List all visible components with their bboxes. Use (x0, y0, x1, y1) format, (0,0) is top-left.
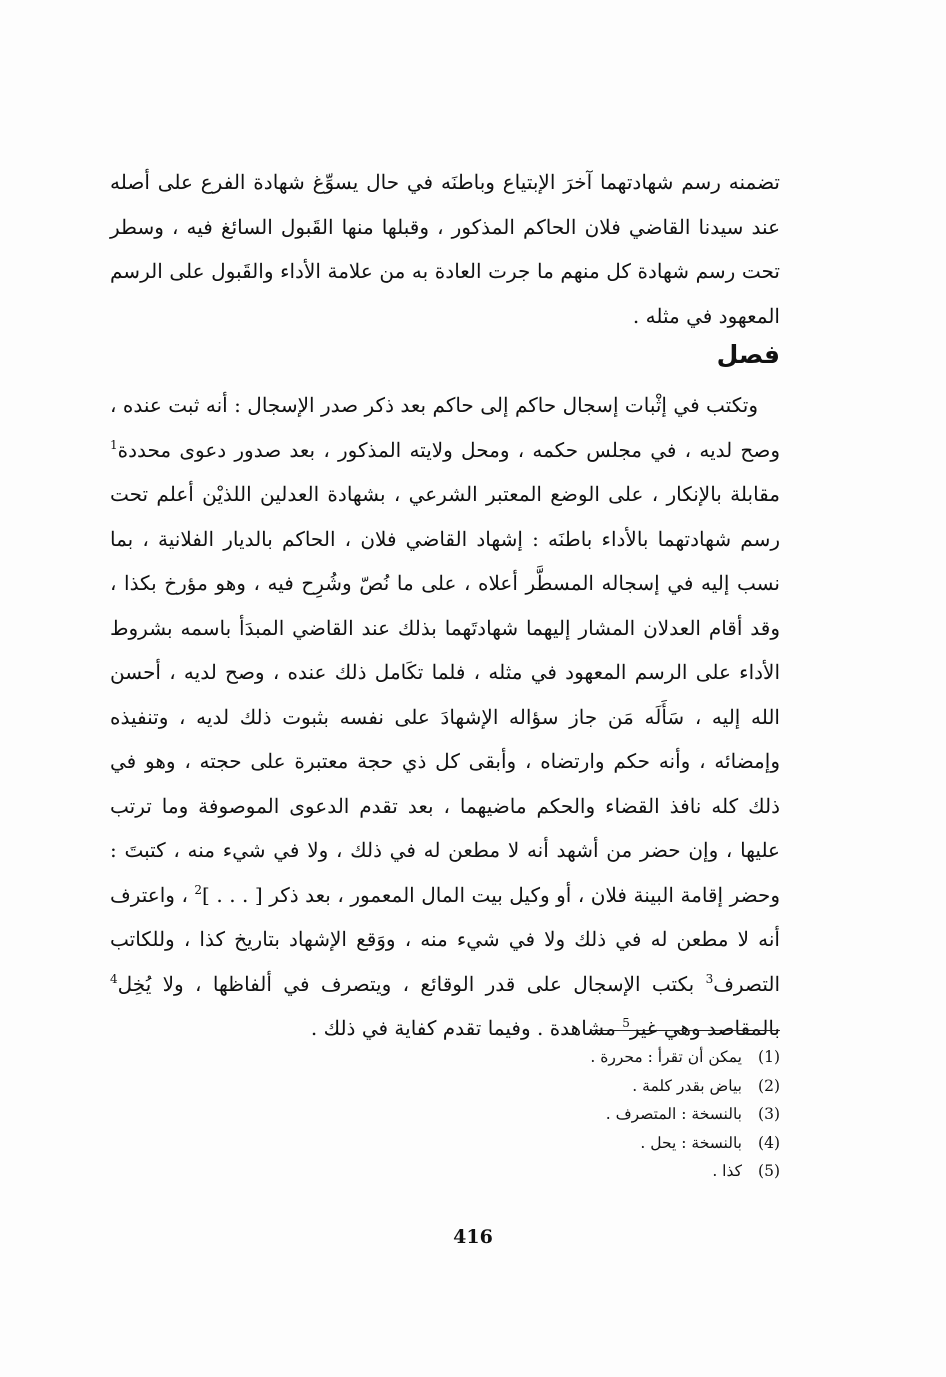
paragraph-main-part-2: مقابلة بالإنكار ، على الوضع المعتبر الشرعي ، بشهادة العدلين اللذيْن أعلم تحت رسم شهادتهما بالأداء باطنَه : إشهاد القاضي فلان ، الحاكم بالديار الفلانية ، بما نسب إليه في إسجاله المسطَّر أعلاه ، على ما نُصّ وشُرِح فيه ، وهو مؤرخ بكذا ، وقد أقام العدلان المشار إليهما شهادتَهما بذلك عند القاضي المبدَأ باسمه بشروط الأداء على الرسم المعهود في مثله ، فلما تكَامل ذلك عنده ، وصح لديه ، أحسن الله إليه ، سَأَلَه مَن جاز سؤاله الإشهادَ على نفسه بثبوت ذلك لديه ، وتنفيذه وإمضائه ، وأنه حكم وارتضاه ، وأبقى كل ذي حجة معتبرة على حجته ، وهو في ذلك كله نافذ القضاء والحكم ماضيهما ، بعد تقدم الدعوى الموصوفة وما ترتب عليها ، وإن حضر من أشهد أنه لا مطعن له في ذلك ، ولا في شيء منه ، كتبتَ : وحضر إقامة البينة فلان ، أو وكيل بيت المال المعمور ، بعد ذكر [ . . . ] (110, 482, 780, 907)
footnote-ref-5: 5 (622, 1016, 630, 1030)
footnote-number: (5) (758, 1162, 780, 1180)
footnote-ref-3: 3 (705, 971, 714, 986)
footnote-text: يمكن أن تقرأ : محررة . (590, 1048, 742, 1066)
paragraph-main-part-1: وتكتب في إثْبات إسجال حاكم إلى حاكم بعد ذكر صدر الإسجال : أنه ثبت عنده ، وصح لديه ، في مجلس حكمه ، ومحل ولايته المذكور ، بعد صدور دعوى محددة (110, 393, 780, 462)
footnote-number: (3) (758, 1105, 780, 1123)
page-number: 416 (453, 1226, 493, 1248)
footnote-item (380, 1072, 780, 1101)
footnote-text: بالنسخة : يحل . (640, 1133, 742, 1152)
paragraph-main (110, 383, 780, 1051)
footnote-number: (1) (758, 1048, 780, 1066)
section-heading: فصل (716, 340, 780, 369)
paragraph-intro-text: تضمنه رسم شهادتهما آخرَ الإبتياع وباطنَه في حال يسوِّغ شهادة الفرع على أصله عند سيدنا القاضي فلان الحاكم المذكور ، وقبلها منها القَبول السائغ فيه ، وسطر تحت رسم شهادة كل منهم ما جرت العادة به من علامة الأداء والقَبول على الرسم المعهود في مثله . (110, 170, 780, 328)
footnote-item (380, 1043, 780, 1072)
paragraph-intro (110, 160, 780, 338)
footnote-number: (4) (758, 1133, 780, 1152)
footnote-ref-1: 1 (110, 437, 118, 452)
paragraph-main-part-5: بالمقاصد وهي غير (629, 1016, 780, 1040)
footnote-ref-4: 4 (110, 971, 118, 986)
footnote-text: بالنسخة : المتصرف . (605, 1105, 742, 1123)
footnote-item (380, 1157, 780, 1186)
footnote-separator (592, 1030, 780, 1031)
footnote-item (380, 1100, 780, 1129)
footnote-text: بياض بقدر كلمة . (632, 1076, 742, 1095)
footnote-item (380, 1129, 780, 1158)
paragraph-main-part-4: بكتب الإسجال على قدر الوقائع ، ويتصرف في ألفاظها ، ولا يُخِل (117, 971, 706, 996)
footnote-number: (2) (758, 1076, 780, 1095)
paragraph-main-part-6: مشاهدة . وفيما تقدم كفاية في ذلك . (310, 1016, 623, 1040)
paragraph-main-text (110, 383, 780, 1051)
footnote-ref-2: 2 (194, 882, 203, 897)
footnote-text: كذا . (712, 1162, 742, 1180)
footnotes-list (380, 1043, 780, 1186)
paragraph-main-part-3: ، واعترف أنه لا مطعن له في ذلك ولا في شيء منه ، ووَقع الإشهاد بتاريخ كذا ، وللكاتب التصرف (110, 882, 780, 996)
